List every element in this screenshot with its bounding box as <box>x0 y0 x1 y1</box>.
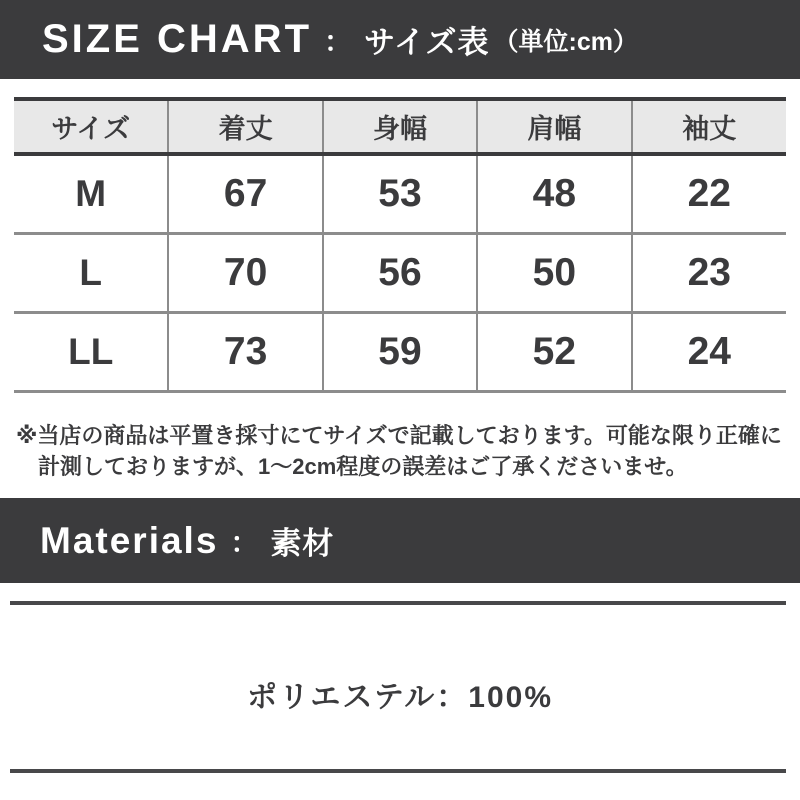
value-shoulder-width: 48 <box>477 154 631 233</box>
value-sleeve-length: 23 <box>632 233 786 312</box>
table-row-ll <box>14 312 786 391</box>
measurement-note-line-1: ※当店の商品は平置き採寸にてサイズで記載しております。可能な限り正確に <box>16 423 782 448</box>
table-row-m <box>14 154 786 233</box>
value-shoulder-width: 52 <box>477 312 631 391</box>
measurement-note-line-2: 計測しておりますが、1～2cm程度の誤差はご了承くださいませ。 <box>38 454 688 480</box>
divider-rule-bottom <box>10 769 786 773</box>
column-header-sleeve-length: 袖丈 <box>632 99 786 154</box>
materials-title-separator: ： <box>230 526 259 558</box>
column-header-shoulder-width: 肩幅 <box>477 99 631 154</box>
size-chart-title-unit: （単位:cm） <box>493 27 639 56</box>
materials-title-ja: 素材 <box>270 526 335 561</box>
size-table <box>14 97 786 393</box>
size-label: LL <box>14 312 168 391</box>
column-header-length: 着丈 <box>168 99 322 154</box>
size-chart-heading-bar <box>0 0 800 79</box>
divider-rule-top <box>10 601 786 605</box>
value-sleeve-length: 22 <box>632 154 786 233</box>
column-header-body-width: 身幅 <box>323 99 477 154</box>
value-shoulder-width: 50 <box>477 233 631 312</box>
size-label: L <box>14 233 168 312</box>
value-body-width: 56 <box>323 233 477 312</box>
value-sleeve-length: 24 <box>632 312 786 391</box>
size-label: M <box>14 154 168 233</box>
value-body-width: 53 <box>323 154 477 233</box>
value-length: 67 <box>168 154 322 233</box>
size-table-header-row <box>14 99 786 154</box>
table-row-l <box>14 233 786 312</box>
fabric-composition: ポリエステル：100% <box>246 681 554 714</box>
value-length: 73 <box>168 312 322 391</box>
size-chart-title-en: SIZE CHART <box>42 17 312 61</box>
value-body-width: 59 <box>323 312 477 391</box>
size-chart-title-ja: サイズ表 <box>364 25 490 60</box>
size-chart-title-separator: ： <box>324 25 353 57</box>
measurement-note <box>16 420 792 482</box>
column-header-size: サイズ <box>14 99 168 154</box>
materials-title-en: Materials <box>40 519 219 561</box>
materials-heading-bar <box>0 498 800 583</box>
value-length: 70 <box>168 233 322 312</box>
